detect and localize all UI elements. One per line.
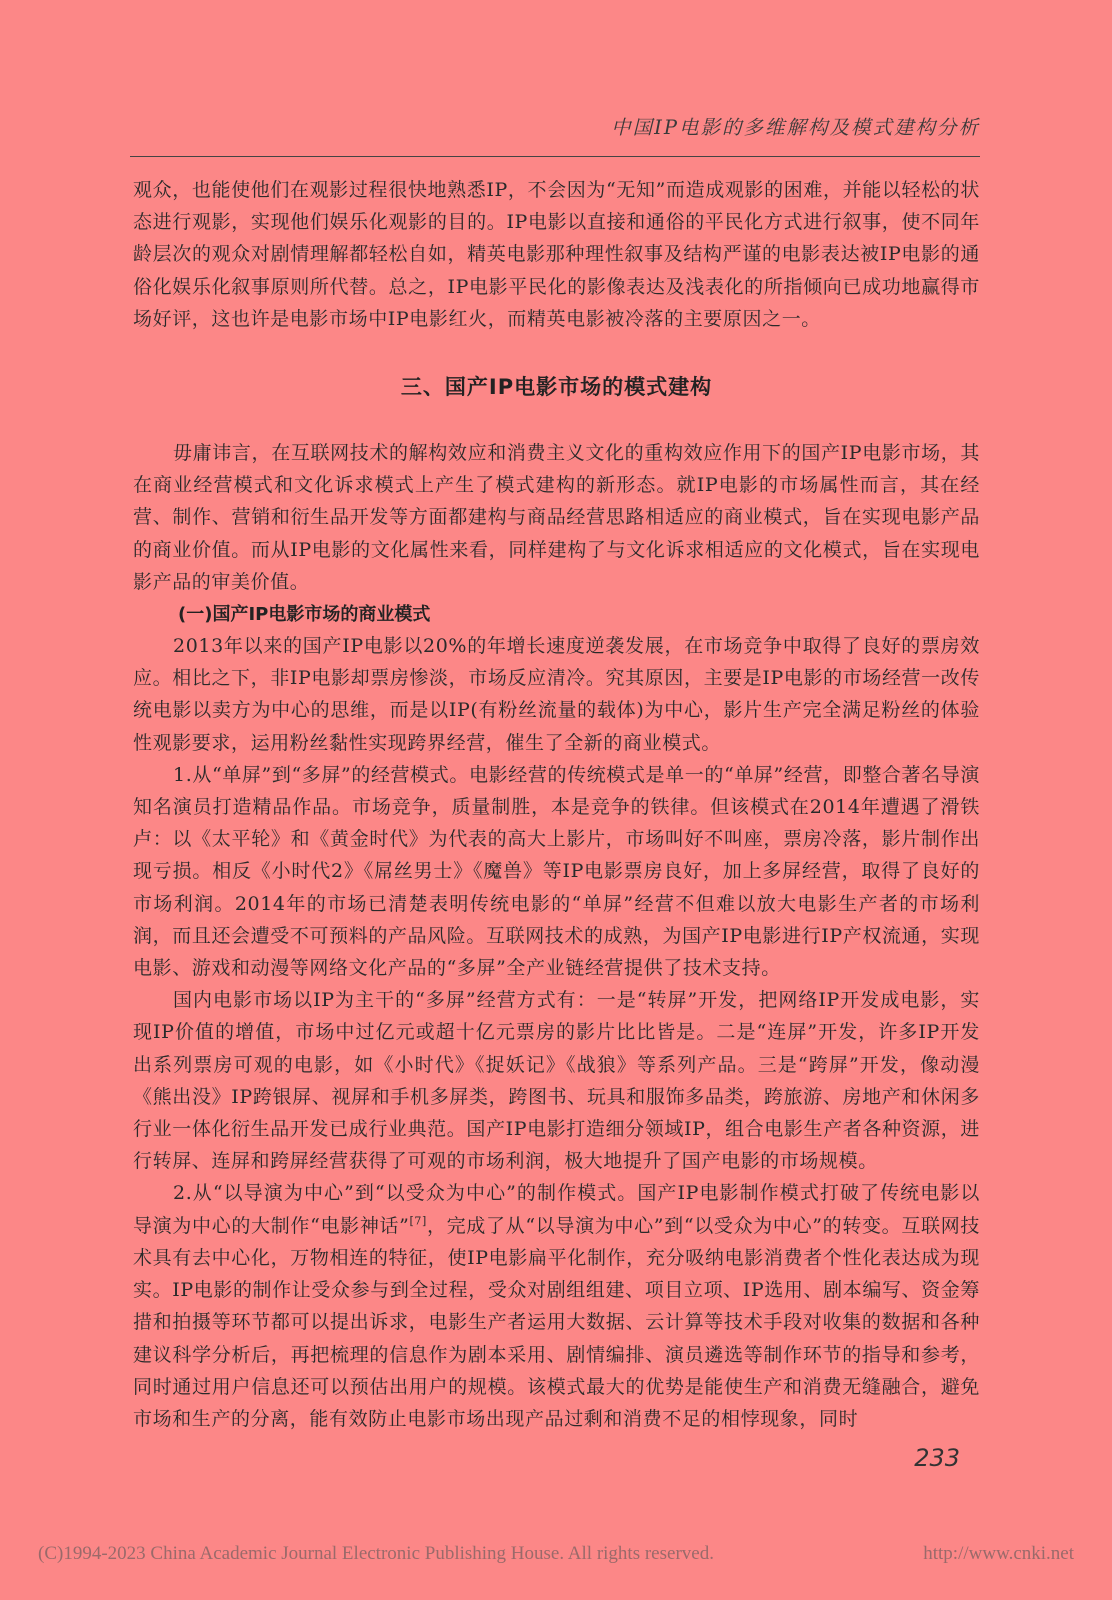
header-divider <box>130 156 980 157</box>
page-number: 233 <box>914 1444 960 1472</box>
running-header: 中国IP电影的多维解构及模式建构分析 <box>611 116 980 139</box>
article-body <box>133 174 980 1435</box>
copyright-notice: (C)1994-2023 China Academic Journal Electronic Publishing House. All rights reserved. <box>38 1543 714 1564</box>
section-title: 三、国产IP电影市场的模式建构 <box>400 375 713 400</box>
paragraph-market: 2013年以来的国产IP电影以20%的年增长速度逆袭发展，在市场竞争中取得了良好的票房效应。相比之下，非IP电影却票房惨淡，市场反应清冷。究其原因，主要是IP电影的市场经营一改传统电影以卖方为中心的思维，而是以IP(有粉丝流量的载体)为中心，影片生产完全满足粉丝的体验性观影要求，运用粉丝黏性实现跨界经营，催生了全新的商业模式。 <box>133 635 980 754</box>
footer <box>38 1543 1074 1565</box>
footer-url: http://www.cnki.net <box>923 1543 1074 1564</box>
paragraph-multiscreen: 1.从“单屏”到“多屏”的经营模式。电影经营的传统模式是单一的“单屏”经营，即整合著名导演知名演员打造精品作品。市场竞争，质量制胜，本是竞争的铁律。但该模式在2014年遭遇了滑铁卢：以《太平轮》和《黄金时代》为代表的高大上影片，市场叫好不叫座，票房冷落，影片制作出现亏损。相反《小时代2》《屌丝男士》《魔兽》等IP电影票房良好，加上多屏经营，取得了良好的市场利润。2014年的市场已清楚表明传统电影的“单屏”经营不但难以放大电影生产者的市场利润，而且还会遭受不可预料的产品风险。互联网技术的成熟，为国产IP电影进行IP产权流通，实现电影、游戏和动漫等网络文化产品的“多屏”全产业链经营提供了技术支持。 <box>133 763 980 980</box>
subsection-heading: (一)国产IP电影市场的商业模式 <box>178 604 431 626</box>
paragraph-intro: 毋庸讳言，在互联网技术的解构效应和消费主义文化的重构效应作用下的国产IP电影市场，其在商业经营模式和文化诉求模式上产生了模式建构的新形态。就IP电影的市场属性而言，其在经营、制作、营销和衍生品开发等方面都建构与商品经营思路相适应的商业模式，旨在实现电影产品的商业价值。而从IP电影的文化属性来看，同样建构了与文化诉求相适应的文化模式，旨在实现电影产品的审美价值。 <box>133 442 980 593</box>
paragraph-continuation: 观众，也能使他们在观影过程很快地熟悉IP，不会因为“无知”而造成观影的困难，并能以轻松的状态进行观影，实现他们娱乐化观影的目的。IP电影以直接和通俗的平民化方式进行叙事，使不同年龄层次的观众对剧情理解都轻松自如，精英电影那种理性叙事及结构严谨的电影表达被IP电影的通俗化娱乐化叙事原则所代替。总之，IP电影平民化的影像表达及浅表化的所指倾向已成功地赢得市场好评，这也许是电影市场中IP电影红火，而精英电影被冷落的主要原因之一。 <box>133 179 980 330</box>
paragraph-text: 2.从“以导演为中心”到“以受众为中心”的制作模式。国产IP电影制作模式打破了传统电影以导演为中心的大制作“电影神话” <box>133 1182 980 1237</box>
paragraph-screen-types: 国内电影市场以IP为主干的“多屏”经营方式有：一是“转屏”开发，把网络IP开发成电影，实现IP价值的增值，市场中过亿元或超十亿元票房的影片比比皆是。二是“连屏”开发，许多IP开发出系列票房可观的电影，如《小时代》《捉妖记》《战狼》等系列产品。三是“跨屏”开发，像动漫《熊出没》IP跨银屏、视屏和手机多屏类，跨图书、玩具和服饰多品类，跨旅游、房地产和休闲多行业一体化衍生品开发已成行业典范。国产IP电影打造细分领域IP，组合电影生产者各种资源，进行转屏、连屏和跨屏经营获得了可观的市场利润，极大地提升了国产电影的市场规模。 <box>133 989 980 1173</box>
citation-ref: [7] <box>409 1214 427 1228</box>
paragraph-text: ，完成了从“以导演为中心”到“以受众为中心”的转变。互联网技术具有去中心化，万物相连的特征，使IP电影扁平化制作，充分吸纳电影消费者个性化表达成为现实。IP电影的制作让受众参与到全过程，受众对剧组组建、项目立项、IP选用、剧本编写、资金筹措和拍摄等环节都可以提出诉求，电影生产者运用大数据、云计算等技术手段对收集的数据和各种建议科学分析后，再把梳理的信息作为剧本采用、剧情编排、演员遴选等制作环节的指导和参考，同时通过用户信息还可以预估出用户的规模。该模式最大的优势是能使生产和消费无缝融合，避免市场和生产的分离，能有效防止电影市场出现产品过剩和消费不足的相悖现象，同时 <box>133 1214 980 1430</box>
paragraph-production-model <box>133 1177 980 1435</box>
